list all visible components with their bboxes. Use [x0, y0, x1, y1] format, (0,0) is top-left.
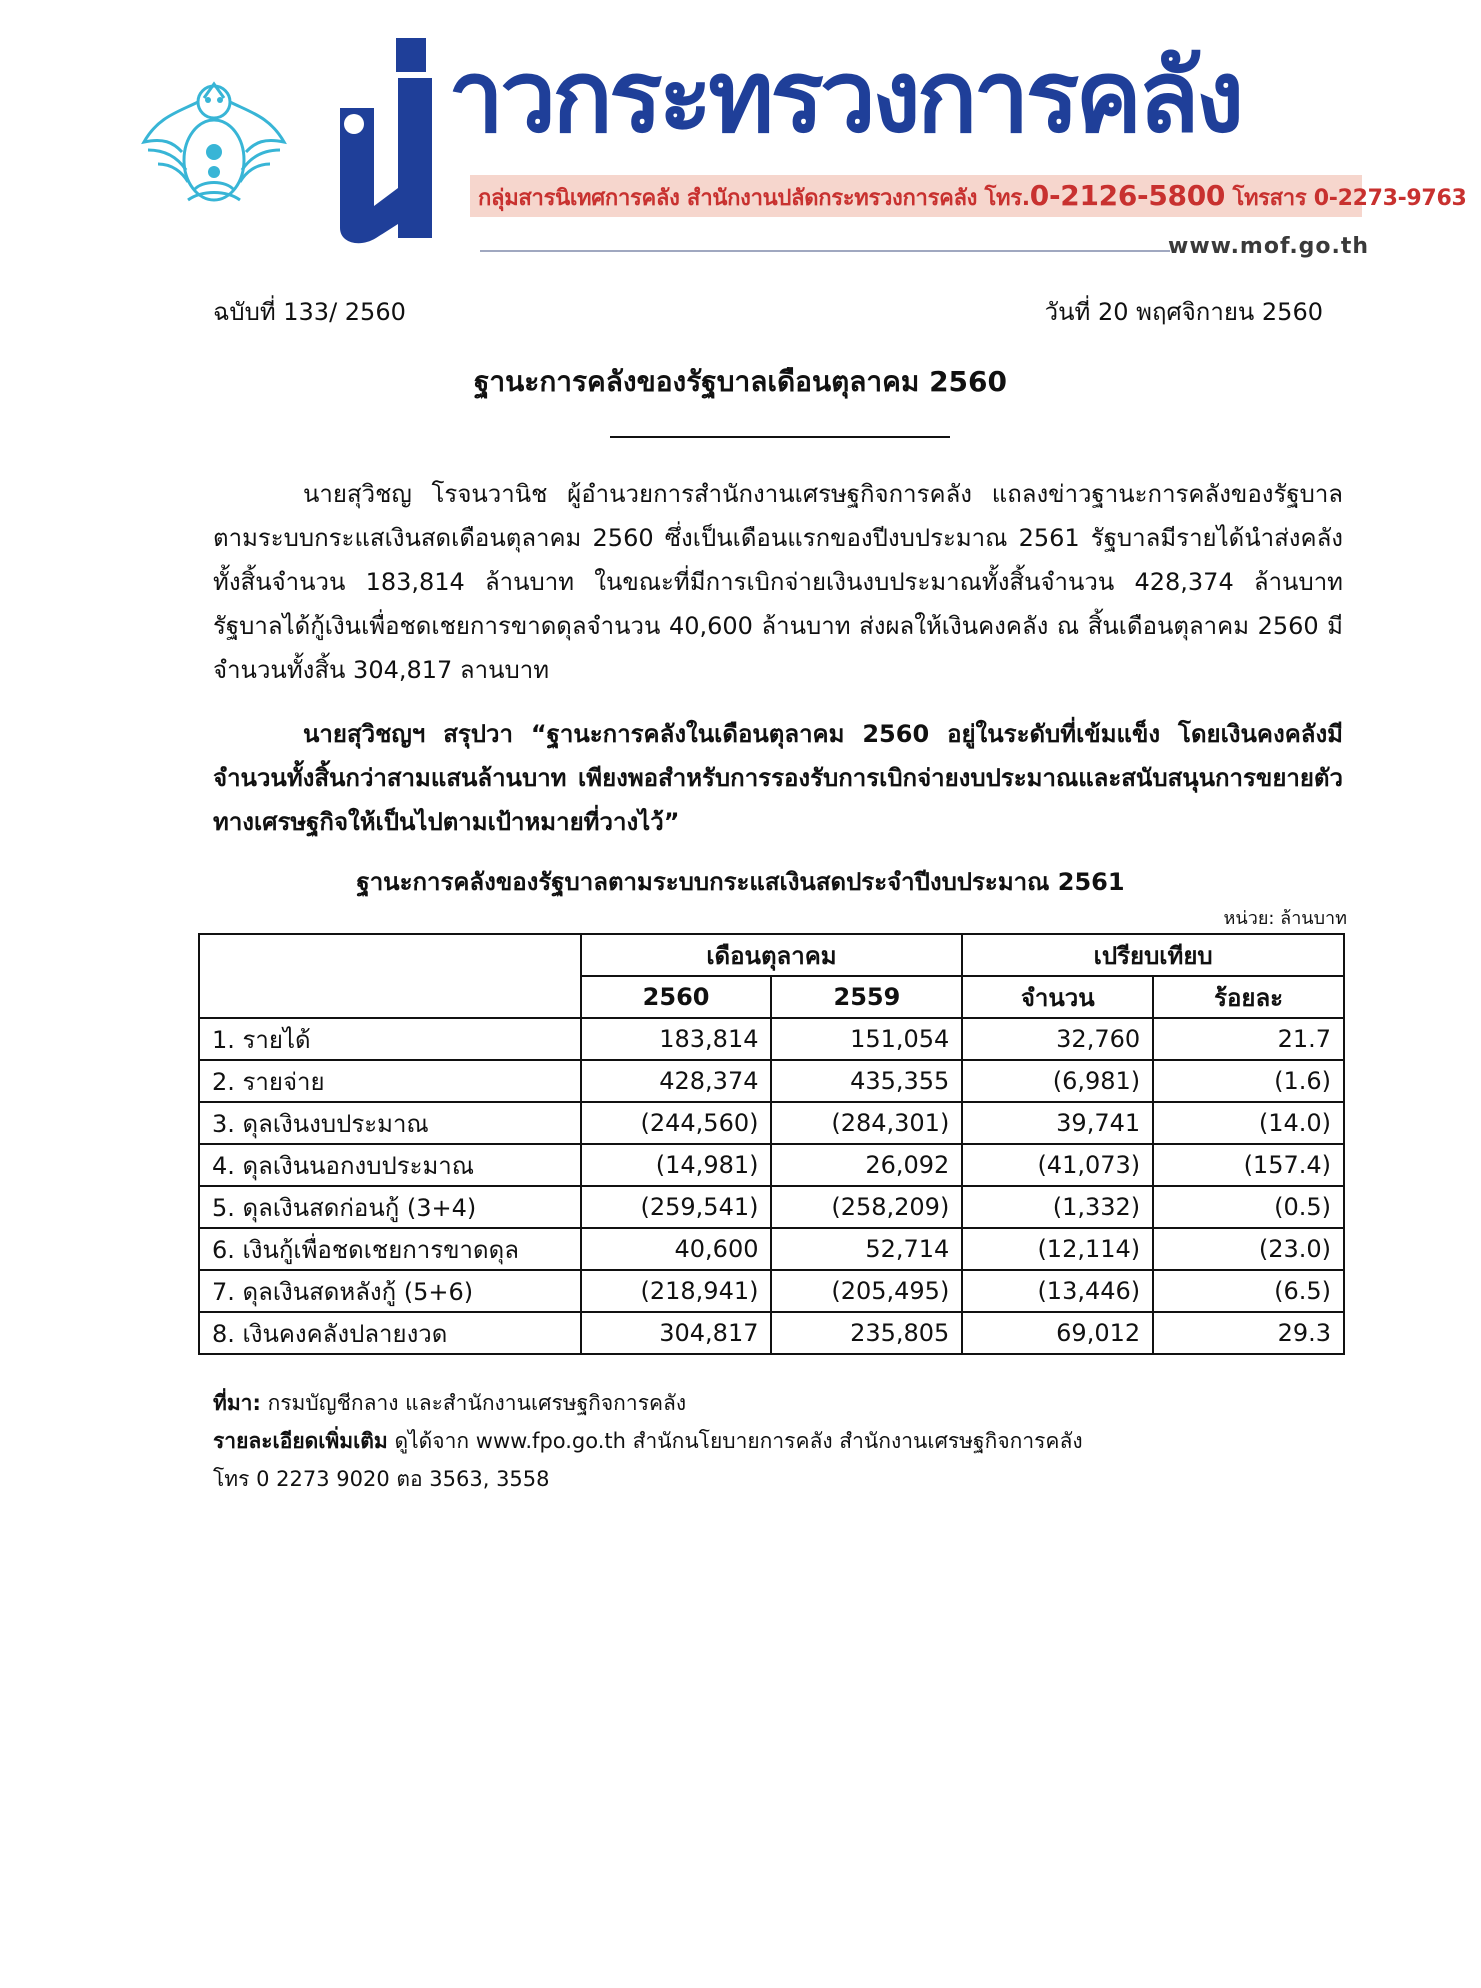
table-row — [199, 1312, 1344, 1354]
fiscal-table — [198, 933, 1345, 1355]
table-cell: 52,714 — [771, 1228, 962, 1270]
table-cell: (12,114) — [962, 1228, 1153, 1270]
table-cell: 304,817 — [581, 1312, 772, 1354]
table-cell: 69,012 — [962, 1312, 1153, 1354]
contact-note: โทร 0 2273 9020 ตอ 3563, 3558 — [213, 1467, 550, 1491]
details-text[interactable]: ดูได้จาก www.fpo.go.th สำนักนโยบายการคลัง สำนักงานเศรษฐกิจการคลัง — [387, 1429, 1083, 1453]
paragraph-quote — [213, 712, 1343, 844]
masthead-department: กลุ่มสารนิเทศการคลัง สำนักงานปลัดกระทรวงการคลัง โทร. — [478, 186, 1030, 211]
issue-number: ฉบับที่ 133/ 2560 — [213, 298, 406, 326]
table-subheader: จำนวน — [962, 976, 1153, 1018]
table-cell: 29.3 — [1153, 1312, 1344, 1354]
table-cell-label: 4. ดุลเงินนอกงบประมาณ — [199, 1144, 581, 1186]
masthead-phone: 0-2126-5800 — [1029, 179, 1226, 212]
table-cell-label: 7. ดุลเงินสดหลังกู้ (5+6) — [199, 1270, 581, 1312]
table-cell: 183,814 — [581, 1018, 772, 1060]
table-row — [199, 1186, 1344, 1228]
title-logo-glyph — [330, 38, 440, 248]
table-row — [199, 1228, 1344, 1270]
table-cell: (13,446) — [962, 1270, 1153, 1312]
table-cell: (259,541) — [581, 1186, 772, 1228]
issue-date: วันที่ 20 พฤศจิกายน 2560 — [1044, 298, 1323, 326]
source-label: ที่มา: — [213, 1391, 261, 1415]
table-cell: (1,332) — [962, 1186, 1153, 1228]
table-cell-label: 1. รายได้ — [199, 1018, 581, 1060]
masthead-fax: โทรสาร 0-2273-9763 — [1232, 186, 1467, 211]
ministry-emblem-icon — [138, 72, 290, 212]
table-cell: (41,073) — [962, 1144, 1153, 1186]
paragraph-summary — [213, 472, 1343, 692]
table-cell: (258,209) — [771, 1186, 962, 1228]
table-cell-label: 6. เงินกู้เพื่อชดเชยการขาดดุล — [199, 1228, 581, 1270]
source-text: กรมบัญชีกลาง และสำนักงานเศรษฐกิจการคลัง — [260, 1391, 687, 1415]
table-header-blank — [199, 934, 581, 1018]
table-cell: 39,741 — [962, 1102, 1153, 1144]
table-cell: (0.5) — [1153, 1186, 1344, 1228]
table-cell: 40,600 — [581, 1228, 772, 1270]
table-cell: (157.4) — [1153, 1144, 1344, 1186]
table-cell: (244,560) — [581, 1102, 772, 1144]
table-row — [199, 1102, 1344, 1144]
table-cell: (23.0) — [1153, 1228, 1344, 1270]
table-cell: 32,760 — [962, 1018, 1153, 1060]
table-cell: (218,941) — [581, 1270, 772, 1312]
table-cell: 435,355 — [771, 1060, 962, 1102]
masthead — [0, 0, 1481, 270]
table-cell: 428,374 — [581, 1060, 772, 1102]
table-header-row — [199, 934, 1344, 976]
table-cell: (284,301) — [771, 1102, 962, 1144]
table-cell: (14,981) — [581, 1144, 772, 1186]
table-unit: หน่วย: ล้านบาท — [1223, 908, 1347, 929]
table-cell: (6.5) — [1153, 1270, 1344, 1312]
header-divider — [480, 250, 1170, 252]
page-title: ฐานะการคลังของรัฐบาลเดือนตุลาคม 2560 — [473, 365, 1008, 398]
table-subheader: 2559 — [771, 976, 962, 1018]
paragraph-text: นายสุวิชญ โรจนวานิช ผู้อำนวยการสำนักงานเศรษฐกิจการคลัง แถลงข่าวฐานะการคลังของรัฐบาลตามระบบกระแสเงินสดเดือนตุลาคม 2560 ซึ่งเป็นเดือนแรกของปีงบประมาณ 2561 รัฐบาลมีรายได้นำส่งคลังทั้งสิ้นจำนวน 183,814 ล้านบาท ในขณะที่มีการเบิกจ่ายเงินงบประมาณทั้งสิ้นจำนวน 428,374 ล้านบาท รัฐบาลได้กู้เงินเพื่อชดเชยการขาดดุลจำนวน 40,600 ล้านบาท ส่งผลให้เงินคงคลัง ณ สิ้นเดือนตุลาคม 2560 มีจำนวนทั้งสิ้น 304,817 ลานบาท — [213, 480, 1343, 684]
masthead-title: าวกระทรวงการคลัง — [448, 38, 1241, 155]
table-cell: 151,054 — [771, 1018, 962, 1060]
table-cell: (14.0) — [1153, 1102, 1344, 1144]
table-title: ฐานะการคลังของรัฐบาลตามระบบกระแสเงินสดประจำปีงบประมาณ 2561 — [356, 868, 1125, 896]
table-header-group: เปรียบเทียบ — [962, 934, 1344, 976]
footnotes — [213, 1384, 1083, 1498]
masthead-contact — [478, 179, 1466, 216]
table-row — [199, 1270, 1344, 1312]
table-header-group: เดือนตุลาคม — [581, 934, 963, 976]
table-cell: (1.6) — [1153, 1060, 1344, 1102]
table-row — [199, 1018, 1344, 1060]
paragraph-text: นายสุวิชญฯ สรุปวา “ฐานะการคลังในเดือนตุลาคม 2560 อยู่ในระดับที่เข้มแข็ง โดยเงินคงคลังมีจำนวนทั้งสิ้นกว่าสามแสนล้านบาท เพียงพอสำหรับการรองรับการเบิกจ่ายงบประมาณและสนับสนุนการขยายตัวทางเศรษฐกิจให้เป็นไปตามเป้าหมายที่วางไว้” — [213, 720, 1343, 836]
table-cell-label: 5. ดุลเงินสดก่อนกู้ (3+4) — [199, 1186, 581, 1228]
website-link[interactable]: www.mof.go.th — [1168, 234, 1370, 259]
source-note — [213, 1384, 1083, 1422]
table-cell: 21.7 — [1153, 1018, 1344, 1060]
table-row — [199, 1060, 1344, 1102]
table-cell: 235,805 — [771, 1312, 962, 1354]
table-cell: (205,495) — [771, 1270, 962, 1312]
details-label: รายละเอียดเพิ่มเติม — [213, 1429, 388, 1453]
table-subheader: ร้อยละ — [1153, 976, 1344, 1018]
table-cell-label: 8. เงินคงคลังปลายงวด — [199, 1312, 581, 1354]
table-cell: 26,092 — [771, 1144, 962, 1186]
table-cell: (6,981) — [962, 1060, 1153, 1102]
table-cell-label: 3. ดุลเงินงบประมาณ — [199, 1102, 581, 1144]
table-cell-label: 2. รายจ่าย — [199, 1060, 581, 1102]
details-note — [213, 1422, 1083, 1460]
title-divider — [610, 436, 950, 438]
table-row — [199, 1144, 1344, 1186]
table-subheader: 2560 — [581, 976, 772, 1018]
